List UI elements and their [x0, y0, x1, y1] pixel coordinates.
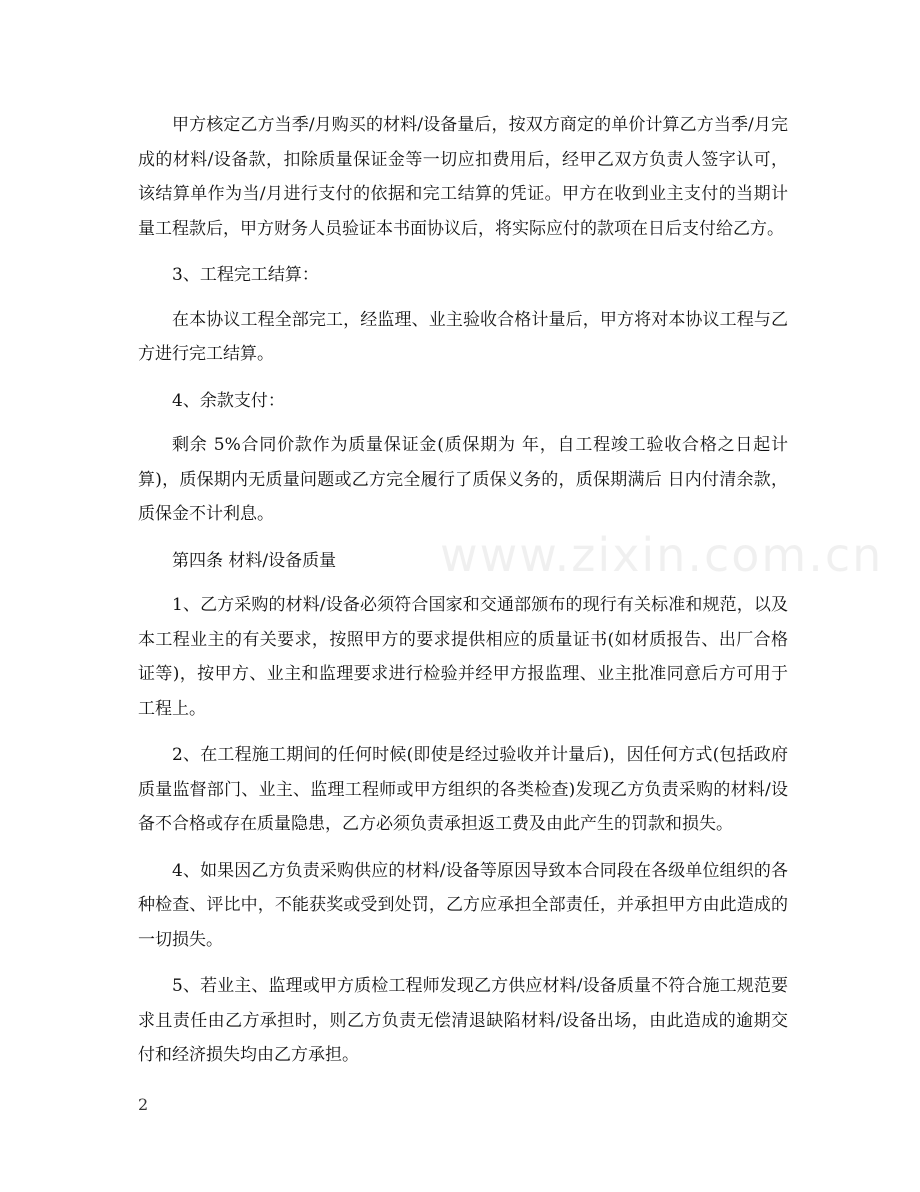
paragraph-quality-4: 4、如果因乙方负责采购供应的材料/设备等原因导致本合同段在各级单位组织的各种检查、评比中，不能获奖或受到处罚，乙方应承担全部责任，并承担甲方由此造成的一切损失。: [138, 860, 788, 950]
heading-completion-settlement: 3、工程完工结算：: [172, 265, 319, 285]
paragraph-completion-settlement: 在本协议工程全部完工，经监理、业主验收合格计量后，甲方将对本协议工程与乙方进行完工结算。: [138, 309, 788, 364]
paragraph-settlement-terms: 甲方核定乙方当季/月购买的材料/设备量后，按双方商定的单价计算乙方当季/月完成的材料/设备款，扣除质量保证金等一切应扣费用后，经甲乙双方负责人签字认可，该结算单作为当/月进行支付的依据和完工结算的凭证。甲方在收到业主支付的当期计量工程款后，甲方财务人员验证本书面协议后，将实际应付的款项在日后支付给乙方。: [138, 115, 788, 239]
paragraph-quality-1: 1、乙方采购的材料/设备必须符合国家和交通部颁布的现行有关标准和规范，以及本工程业主的有关要求，按照甲方的要求提供相应的质量证书(如材质报告、出厂合格证等)，按甲方、业主和监理要求进行检验并经甲方报监理、业主批准同意后方可用于工程上。: [138, 595, 788, 719]
watermark: www.zixin.com.cn: [440, 528, 884, 582]
paragraph-balance-payment: 剩余 5%合同价款作为质量保证金(质保期为 年，自工程竣工验收合格之日起计算)，质保期内无质量问题或乙方完全履行了质保义务的，质保期满后 日内付清余款，质保金不计利息。: [138, 435, 788, 524]
page-number: 2: [138, 1095, 149, 1114]
paragraph-quality-5: 5、若业主、监理或甲方质检工程师发现乙方供应材料/设备质量不符合施工规范要求且责任由乙方承担时，则乙方负责无偿清退缺陷材料/设备出场，由此造成的逾期交付和经济损失均由乙方承担。: [138, 976, 788, 1065]
document-body: [138, 108, 788, 1085]
paragraph-quality-2: 2、在工程施工期间的任何时候(即使是经过验收并计量后)，因任何方式(包括政府质量监督部门、业主、监理工程师或甲方组织的各类检查)发现乙方负责采购的材料/设备不合格或存在质量隐患，乙方必须负责承担返工费及由此产生的罚款和损失。: [138, 745, 788, 834]
heading-balance-payment: 4、余款支付：: [172, 390, 285, 411]
heading-article-four: 第四条 材料/设备质量: [172, 550, 337, 571]
